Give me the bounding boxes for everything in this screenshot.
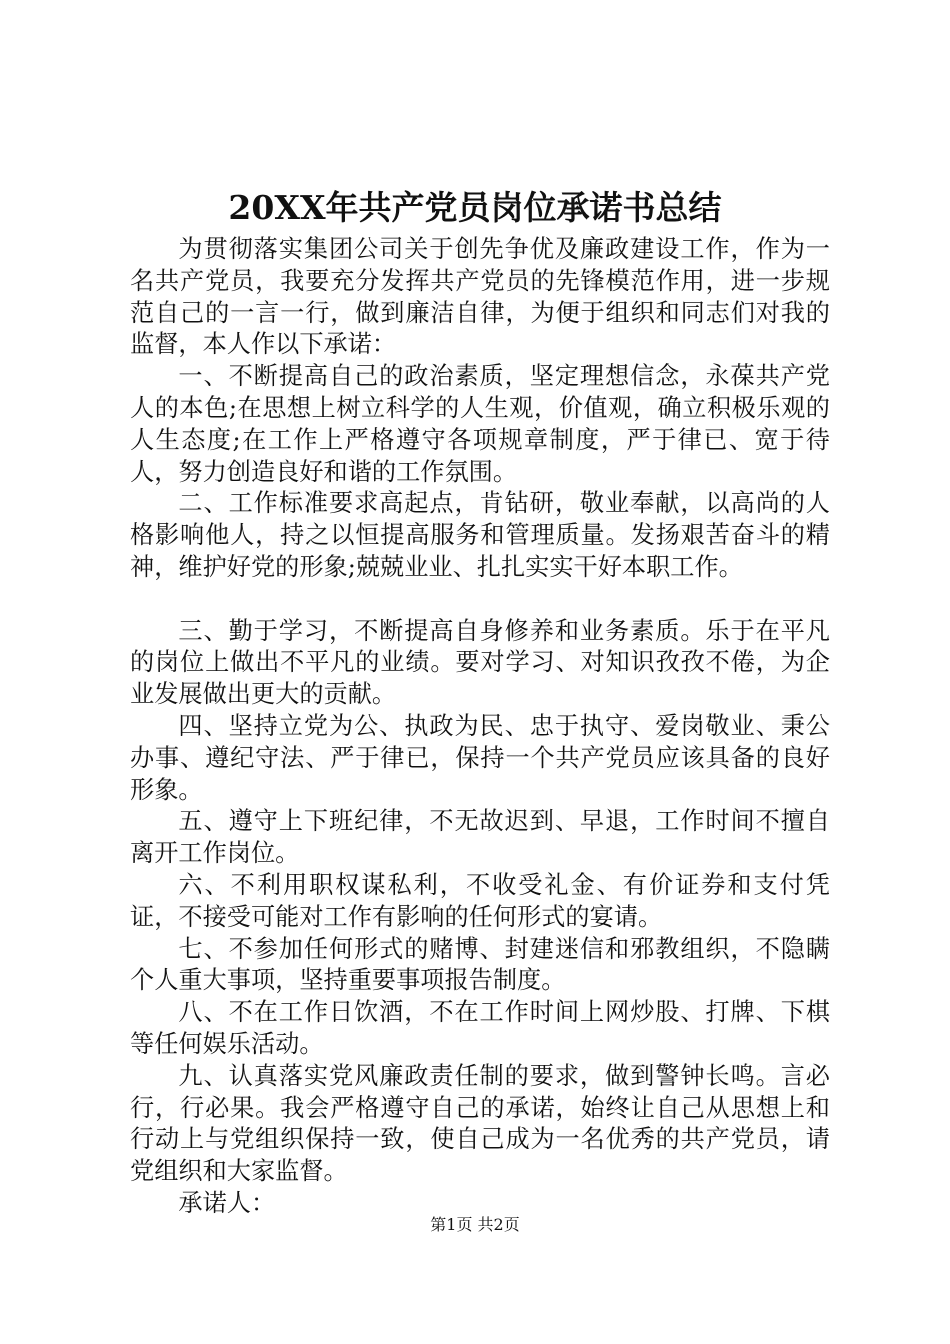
commitment-paragraph-5: 五、遵守上下班纪律，不无故迟到、早退，工作时间不擅自离开工作岗位。 (130, 807, 830, 868)
commitment-paragraph-7: 七、不参加任何形式的赌博、封建迷信和邪教组织，不隐瞒个人重大事项，坚持重要事项报告制度。 (130, 934, 830, 995)
commitment-paragraph-1: 一、不断提高自己的政治素质，坚定理想信念，永葆共产党人的本色;在思想上树立科学的人生观，价值观，确立积极乐观的人生态度;在工作上严格遵守各项规章制度，严于律已、宽于待人，努力创造良好和谐的工作氛围。 (130, 362, 830, 486)
intro-paragraph: 为贯彻落实集团公司关于创先争优及廉政建设工作，作为一名共产党员，我要充分发挥共产党员的先锋模范作用，进一步规范自己的一言一行，做到廉洁自律，为便于组织和同志们对我的监督，本人作以下承诺： (130, 235, 830, 359)
document-title: 20XX年共产党员岗位承诺书总结 (228, 188, 722, 227)
document-body (130, 234, 830, 1220)
commitment-paragraph-8: 八、不在工作日饮酒，不在工作时间上网炒股、打牌、下棋等任何娱乐活动。 (130, 998, 830, 1058)
page-footer: 第1页 共2页 (430, 1215, 520, 1234)
commitment-paragraph-3: 三、勤于学习，不断提高自身修养和业务素质。乐于在平凡的岗位上做出不平凡的业绩。要对学习、对知识孜孜不倦，为企业发展做出更大的贡献。 (130, 616, 830, 709)
commitment-paragraph-2: 二、工作标准要求高起点，肯钻研，敬业奉献，以高尚的人格影响他人，持之以恒提高服务和管理质量。发扬艰苦奋斗的精神，维护好党的形象;兢兢业业、扎扎实实干好本职工作。 (130, 489, 830, 581)
commitment-paragraph-4: 四、坚持立党为公、执政为民、忠于执守、爱岗敬业、秉公办事、遵纪守法、严于律已，保持一个共产党员应该具备的良好形象。 (130, 711, 830, 804)
signature-label: 承诺人： (178, 1188, 276, 1217)
commitment-paragraph-6: 六、不利用职权谋私利，不收受礼金、有价证券和支付凭证，不接受可能对工作有影响的任何形式的宴请。 (130, 870, 830, 931)
commitment-paragraph-9: 九、认真落实党风廉政责任制的要求，做到警钟长鸣。言必行，行必果。我会严格遵守自己的承诺，始终让自己从思想上和行动上与党组织保持一致，使自己成为一名优秀的共产党员，请党组织和大家监督。 (130, 1061, 830, 1186)
